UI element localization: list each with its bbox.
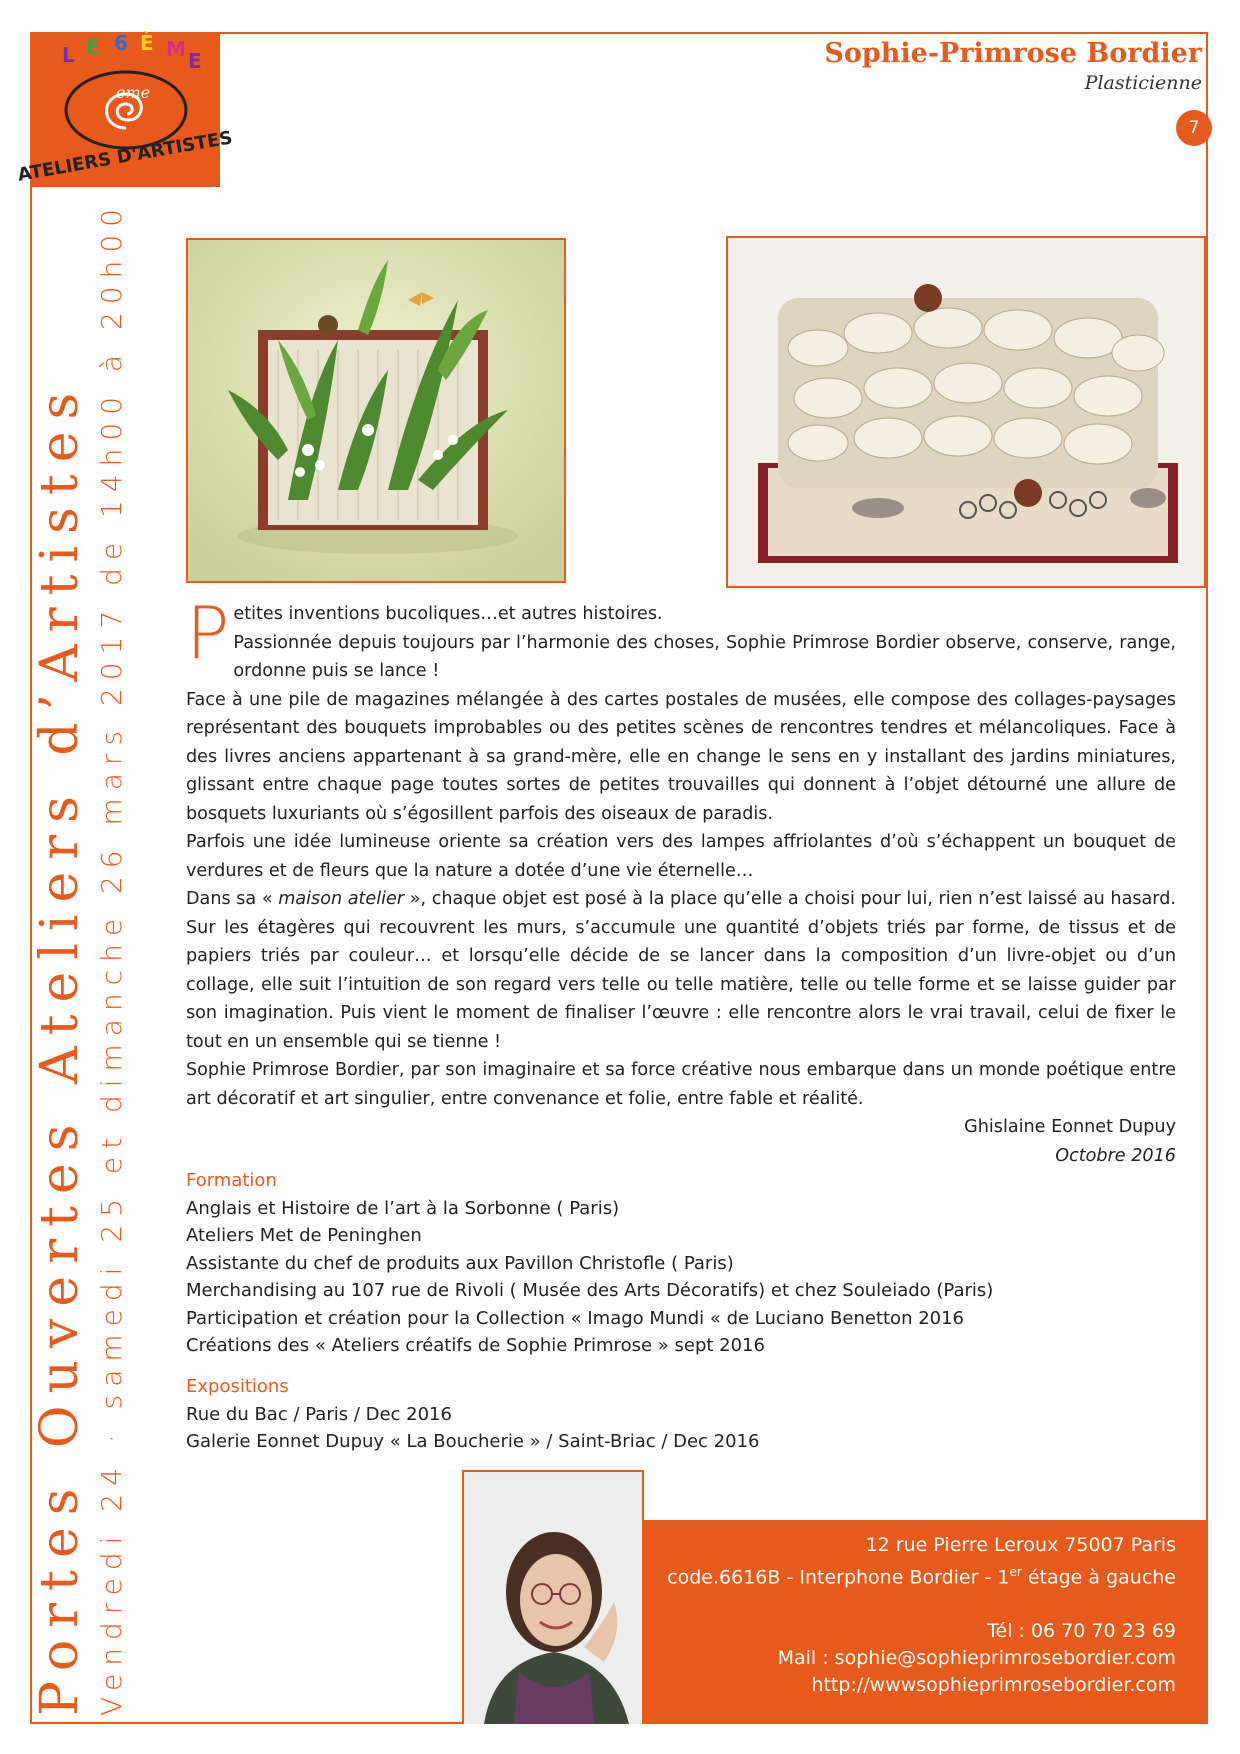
exposition-item: Rue du Bac / Paris / Dec 2016 — [186, 1404, 452, 1425]
contact-address: 12 rue Pierre Leroux 75007 Paris — [865, 1534, 1176, 1556]
contact-website[interactable]: http://wwwsophieprimrosebordier.com — [811, 1674, 1176, 1697]
article-paragraph: Passionnée depuis toujours par l’harmonie des choses, Sophie Primrose Bordier observe, conserve, range, ordonne puis se lance ! — [233, 632, 1176, 681]
formation-item: Participation et création pour la Collection « Imago Mundi « de Luciano Benetton 2016 — [186, 1307, 965, 1329]
logo-letter: M — [166, 37, 186, 61]
expositions-section — [186, 1373, 760, 1456]
article-paragraph: Sophie Primrose Bordier, par son imaginaire et sa force créative nous embarque dans un monde poétique entre art décoratif et art singulier, entre convenance et folie, entre fable et réalité. — [186, 1060, 1176, 1109]
event-dates: Vendredi 24 · samedi 25 et dimanche 26 mars 2017 de 14h00 à 20h00 — [95, 201, 128, 1716]
logo-letter: E — [86, 35, 100, 59]
logo-letter: E — [188, 49, 202, 73]
contact-mail[interactable]: Mail : sophie@sophieprimrosebordier.com — [777, 1647, 1176, 1670]
contact-info — [667, 1532, 1176, 1699]
article-paragraph — [186, 885, 1176, 1056]
contact-phone[interactable]: Tél : 06 70 70 23 69 — [987, 1620, 1176, 1643]
contact-access-text: étage à gauche — [1021, 1566, 1176, 1589]
article-text: », chaque objet est posé à la place qu’elle a choisi pour lui, rien n’est laissé au hasard. Sur les étagères qui recouvrent les murs, s’accumule une quantité d’objets triés par forme, de tissus et de papiers triés par couleur… et lorsqu’elle décide de se lancer dans la composition d’un livre-objet ou d’un collage, elle suit l’intuition de son regard vers telle ou telle matière, telle ou telle forme et se laisse guider par son imagination. Puis vient le moment de finaliser l’œuvre : elle rencontre alors le vrai travail, celui de fixer le tout en un ensemble qui se tienne ! — [186, 889, 1176, 1052]
formation-item: Assistante du chef de produits aux Pavillon Christofle ( Paris) — [186, 1252, 734, 1274]
signature — [964, 1113, 1176, 1171]
article-text: Dans sa « — [186, 889, 279, 909]
article-body — [186, 591, 1176, 1113]
signature-author: Ghislaine Eonnet Dupuy — [964, 1117, 1176, 1137]
formation-item: Ateliers Met de Peninghen — [186, 1225, 422, 1247]
event-title: Portes Ouvertes Ateliers d’Artistes — [30, 380, 90, 1716]
logo-inner: eme — [116, 83, 151, 102]
artist-portrait — [462, 1470, 644, 1724]
artwork-photo-garden-book — [186, 238, 566, 583]
contact-access-text: code.6616B - Interphone Bordier - 1 — [667, 1566, 1010, 1589]
formation-item: Merchandising au 107 rue de Rivoli ( Musée des Arts Décoratifs) et chez Souleiado (Paris) — [186, 1280, 994, 1302]
artist-role: Plasticienne — [1084, 72, 1202, 94]
page-number: 7 — [1176, 110, 1212, 146]
article-paragraph: Face à une pile de magazines mélangée à des cartes postales de musées, elle compose des collages-paysages représentant des bouquets improbables ou des petites scènes de rencontres tendres et mélancoliques. Face à des livres anciens appartenant à sa grand-mère, elle en change le sens en y installant des jardins miniatures, glissant entre chaque page toutes sortes de petites trouvailles qui donnent à l’objet détourné une allure de bosquets luxuriants où s’égosillent parfois des oiseaux de paradis. — [186, 689, 1176, 824]
ateliers-logo — [16, 31, 235, 187]
vertical-sidebar — [28, 201, 148, 1716]
formation-title: Formation — [186, 1170, 277, 1191]
expositions-title: Expositions — [186, 1376, 289, 1397]
artist-name: Sophie-Primrose Bordier — [824, 38, 1202, 69]
logo-caption: ATELIERS D'ARTISTES — [16, 127, 235, 186]
article-paragraph: etites inventions bucoliques…et autres histoires. — [233, 604, 663, 624]
artwork-photo-paper-book — [726, 236, 1206, 588]
contact-access — [667, 1559, 1176, 1591]
dropcap: P — [186, 591, 230, 675]
formation-item: Anglais et Histoire de l’art à la Sorbonne ( Paris) — [186, 1198, 620, 1219]
logo-letter: 6 — [114, 31, 128, 55]
formation-section — [186, 1167, 993, 1359]
formation-item: Créations des « Ateliers créatifs de Sophie Primrose » sept 2016 — [186, 1335, 765, 1357]
exposition-item: Galerie Eonnet Dupuy « La Boucherie » / Saint-Briac / Dec 2016 — [186, 1431, 760, 1453]
logo-letter: L — [62, 43, 75, 67]
article-paragraph: Parfois une idée lumineuse oriente sa création vers des lampes affriolantes d’où s’échappent un bouquet de verdures et de fleurs que la nature a dotée d’une vie éternelle… — [186, 832, 1176, 881]
logo-letter: È — [140, 31, 154, 55]
contact-access-sup: er — [1009, 1565, 1022, 1579]
article-italic: maison atelier — [278, 889, 405, 909]
signature-date: Octobre 2016 — [1055, 1146, 1176, 1166]
